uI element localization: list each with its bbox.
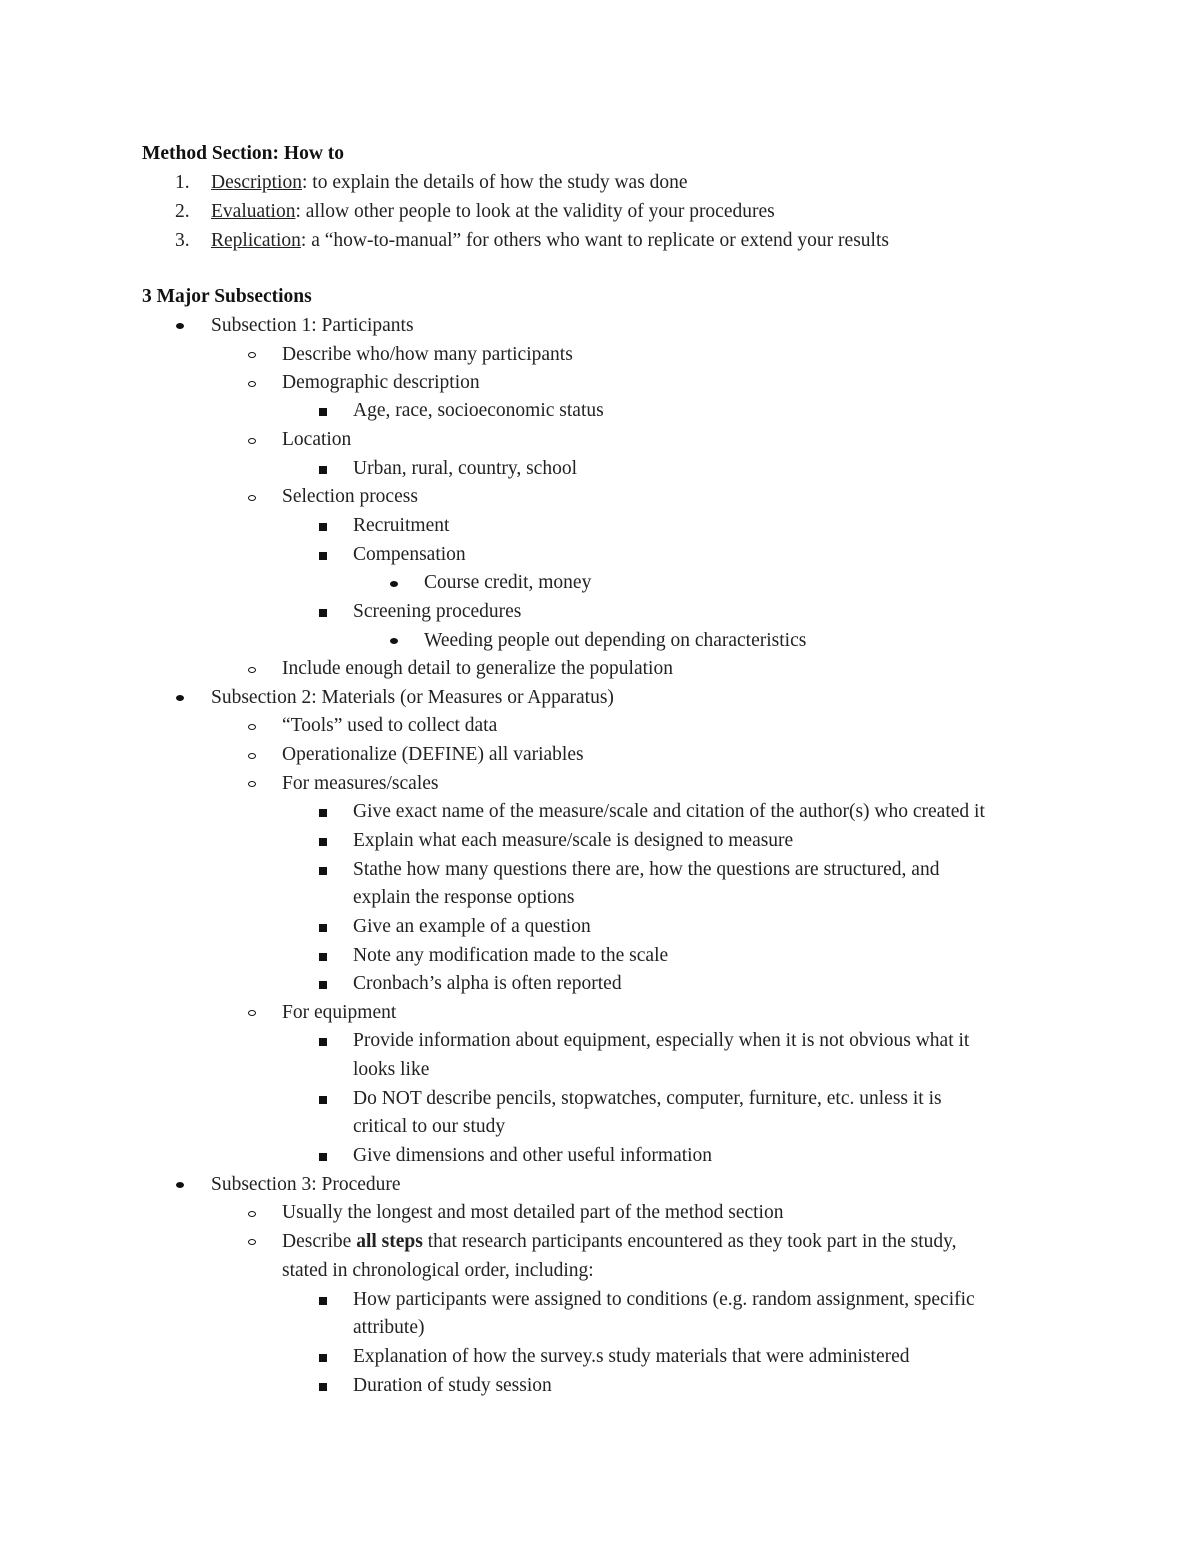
bullet-square-icon: [319, 924, 327, 932]
bold-text: all steps: [356, 1231, 423, 1252]
list-item: Selection process: [282, 486, 418, 507]
list-item: Describe who/how many participants: [282, 344, 573, 365]
term-replication: Replication: [211, 230, 301, 251]
bullet-square-icon: [319, 981, 327, 989]
list-item-continuation: looks like: [353, 1059, 430, 1080]
bullet-circle-icon: [248, 781, 256, 787]
bullet-circle-icon: [248, 352, 256, 358]
list-item: Give an example of a question: [353, 916, 591, 937]
bullet-dot-icon: [176, 323, 184, 329]
bullet-circle-icon: [248, 1211, 256, 1217]
section-title-method: Method Section: How to: [142, 143, 345, 164]
bullet-circle-icon: [248, 495, 256, 501]
bullet-circle-icon: [248, 381, 256, 387]
list-item: Provide information about equipment, especially when it is not obvious what it: [353, 1030, 970, 1051]
bullet-square-icon: [319, 552, 327, 560]
term-description: Description: [211, 172, 302, 193]
list-number: 1.: [175, 172, 190, 193]
bullet-circle-icon: [248, 753, 256, 759]
bullet-square-icon: [319, 609, 327, 617]
list-item-text: : to explain the details of how the study was done: [301, 172, 688, 193]
subsection-3-label: Subsection 3: Procedure: [211, 1174, 401, 1195]
subsection-1-label: Subsection 1: Participants: [211, 315, 414, 336]
list-item: Duration of study session: [353, 1375, 552, 1396]
text-run: Describe: [282, 1231, 357, 1252]
bullet-square-icon: [319, 1297, 327, 1305]
list-item-evaluation: [211, 200, 775, 224]
list-item: Explain what each measure/scale is designed to measure: [353, 830, 794, 851]
list-item: Stathe how many questions there are, how the questions are structured, and: [353, 859, 940, 880]
bullet-square-icon: [319, 523, 327, 531]
bullet-square-icon: [319, 408, 327, 416]
bullet-square-icon: [319, 1153, 327, 1161]
list-item: Include enough detail to generalize the population: [282, 658, 673, 679]
list-item: Location: [282, 429, 352, 450]
list-item: Course credit, money: [424, 572, 592, 593]
bullet-square-icon: [319, 1354, 327, 1362]
bullet-square-icon: [319, 1383, 327, 1391]
list-item: Operationalize (DEFINE) all variables: [282, 744, 584, 765]
list-item: Recruitment: [353, 515, 450, 536]
bullet-square-icon: [319, 1096, 327, 1104]
list-item: For measures/scales: [282, 773, 439, 794]
bullet-circle-icon: [248, 438, 256, 444]
list-item: Do NOT describe pencils, stopwatches, computer, furniture, etc. unless it is: [353, 1088, 942, 1109]
bullet-dot-icon: [390, 581, 398, 587]
bullet-square-icon: [319, 809, 327, 817]
list-item-continuation: critical to our study: [353, 1116, 506, 1137]
list-item-replication: [211, 229, 889, 253]
bullet-square-icon: [319, 838, 327, 846]
list-item-continuation: explain the response options: [353, 887, 575, 908]
list-item: Give dimensions and other useful information: [353, 1145, 713, 1166]
list-item: Note any modification made to the scale: [353, 945, 669, 966]
list-item: Usually the longest and most detailed part of the method section: [282, 1202, 784, 1223]
bullet-circle-icon: [248, 724, 256, 730]
bullet-square-icon: [319, 953, 327, 961]
subsection-2-label: Subsection 2: Materials (or Measures or Apparatus): [211, 687, 614, 708]
list-item: Age, race, socioeconomic status: [353, 400, 604, 421]
list-item: For equipment: [282, 1002, 397, 1023]
section-title-subsections: 3 Major Subsections: [142, 286, 312, 307]
list-item-describe: [282, 1230, 957, 1254]
bullet-circle-icon: [248, 667, 256, 673]
list-item: Give exact name of the measure/scale and citation of the author(s) who created it: [353, 801, 985, 822]
list-item-continuation: stated in chronological order, including:: [282, 1260, 594, 1281]
text-run: that research participants encountered as they took part in the study,: [422, 1231, 957, 1252]
list-number: 2.: [175, 201, 190, 222]
bullet-square-icon: [319, 1038, 327, 1046]
list-item: Demographic description: [282, 372, 480, 393]
term-evaluation: Evaluation: [211, 201, 296, 222]
list-item: Cronbach’s alpha is often reported: [353, 973, 622, 994]
list-item: How participants were assigned to conditions (e.g. random assignment, specific: [353, 1289, 975, 1310]
bullet-square-icon: [319, 466, 327, 474]
bullet-dot-icon: [176, 1182, 184, 1188]
bullet-circle-icon: [248, 1010, 256, 1016]
list-item-description: [211, 171, 688, 195]
list-item: Urban, rural, country, school: [353, 458, 578, 479]
list-item: Weeding people out depending on characteristics: [424, 630, 807, 651]
list-item-text: : a “how-to-manual” for others who want to replicate or extend your results: [300, 230, 889, 251]
list-item: Compensation: [353, 544, 466, 565]
list-item: Screening procedures: [353, 601, 522, 622]
bullet-circle-icon: [248, 1239, 256, 1245]
bullet-dot-icon: [390, 638, 398, 644]
list-number: 3.: [175, 230, 190, 251]
bullet-dot-icon: [176, 695, 184, 701]
list-item: Explanation of how the survey.s study materials that were administered: [353, 1346, 910, 1367]
bullet-square-icon: [319, 867, 327, 875]
list-item: “Tools” used to collect data: [282, 715, 498, 736]
list-item-text: : allow other people to look at the validity of your procedures: [295, 201, 775, 222]
list-item-continuation: attribute): [353, 1317, 425, 1338]
